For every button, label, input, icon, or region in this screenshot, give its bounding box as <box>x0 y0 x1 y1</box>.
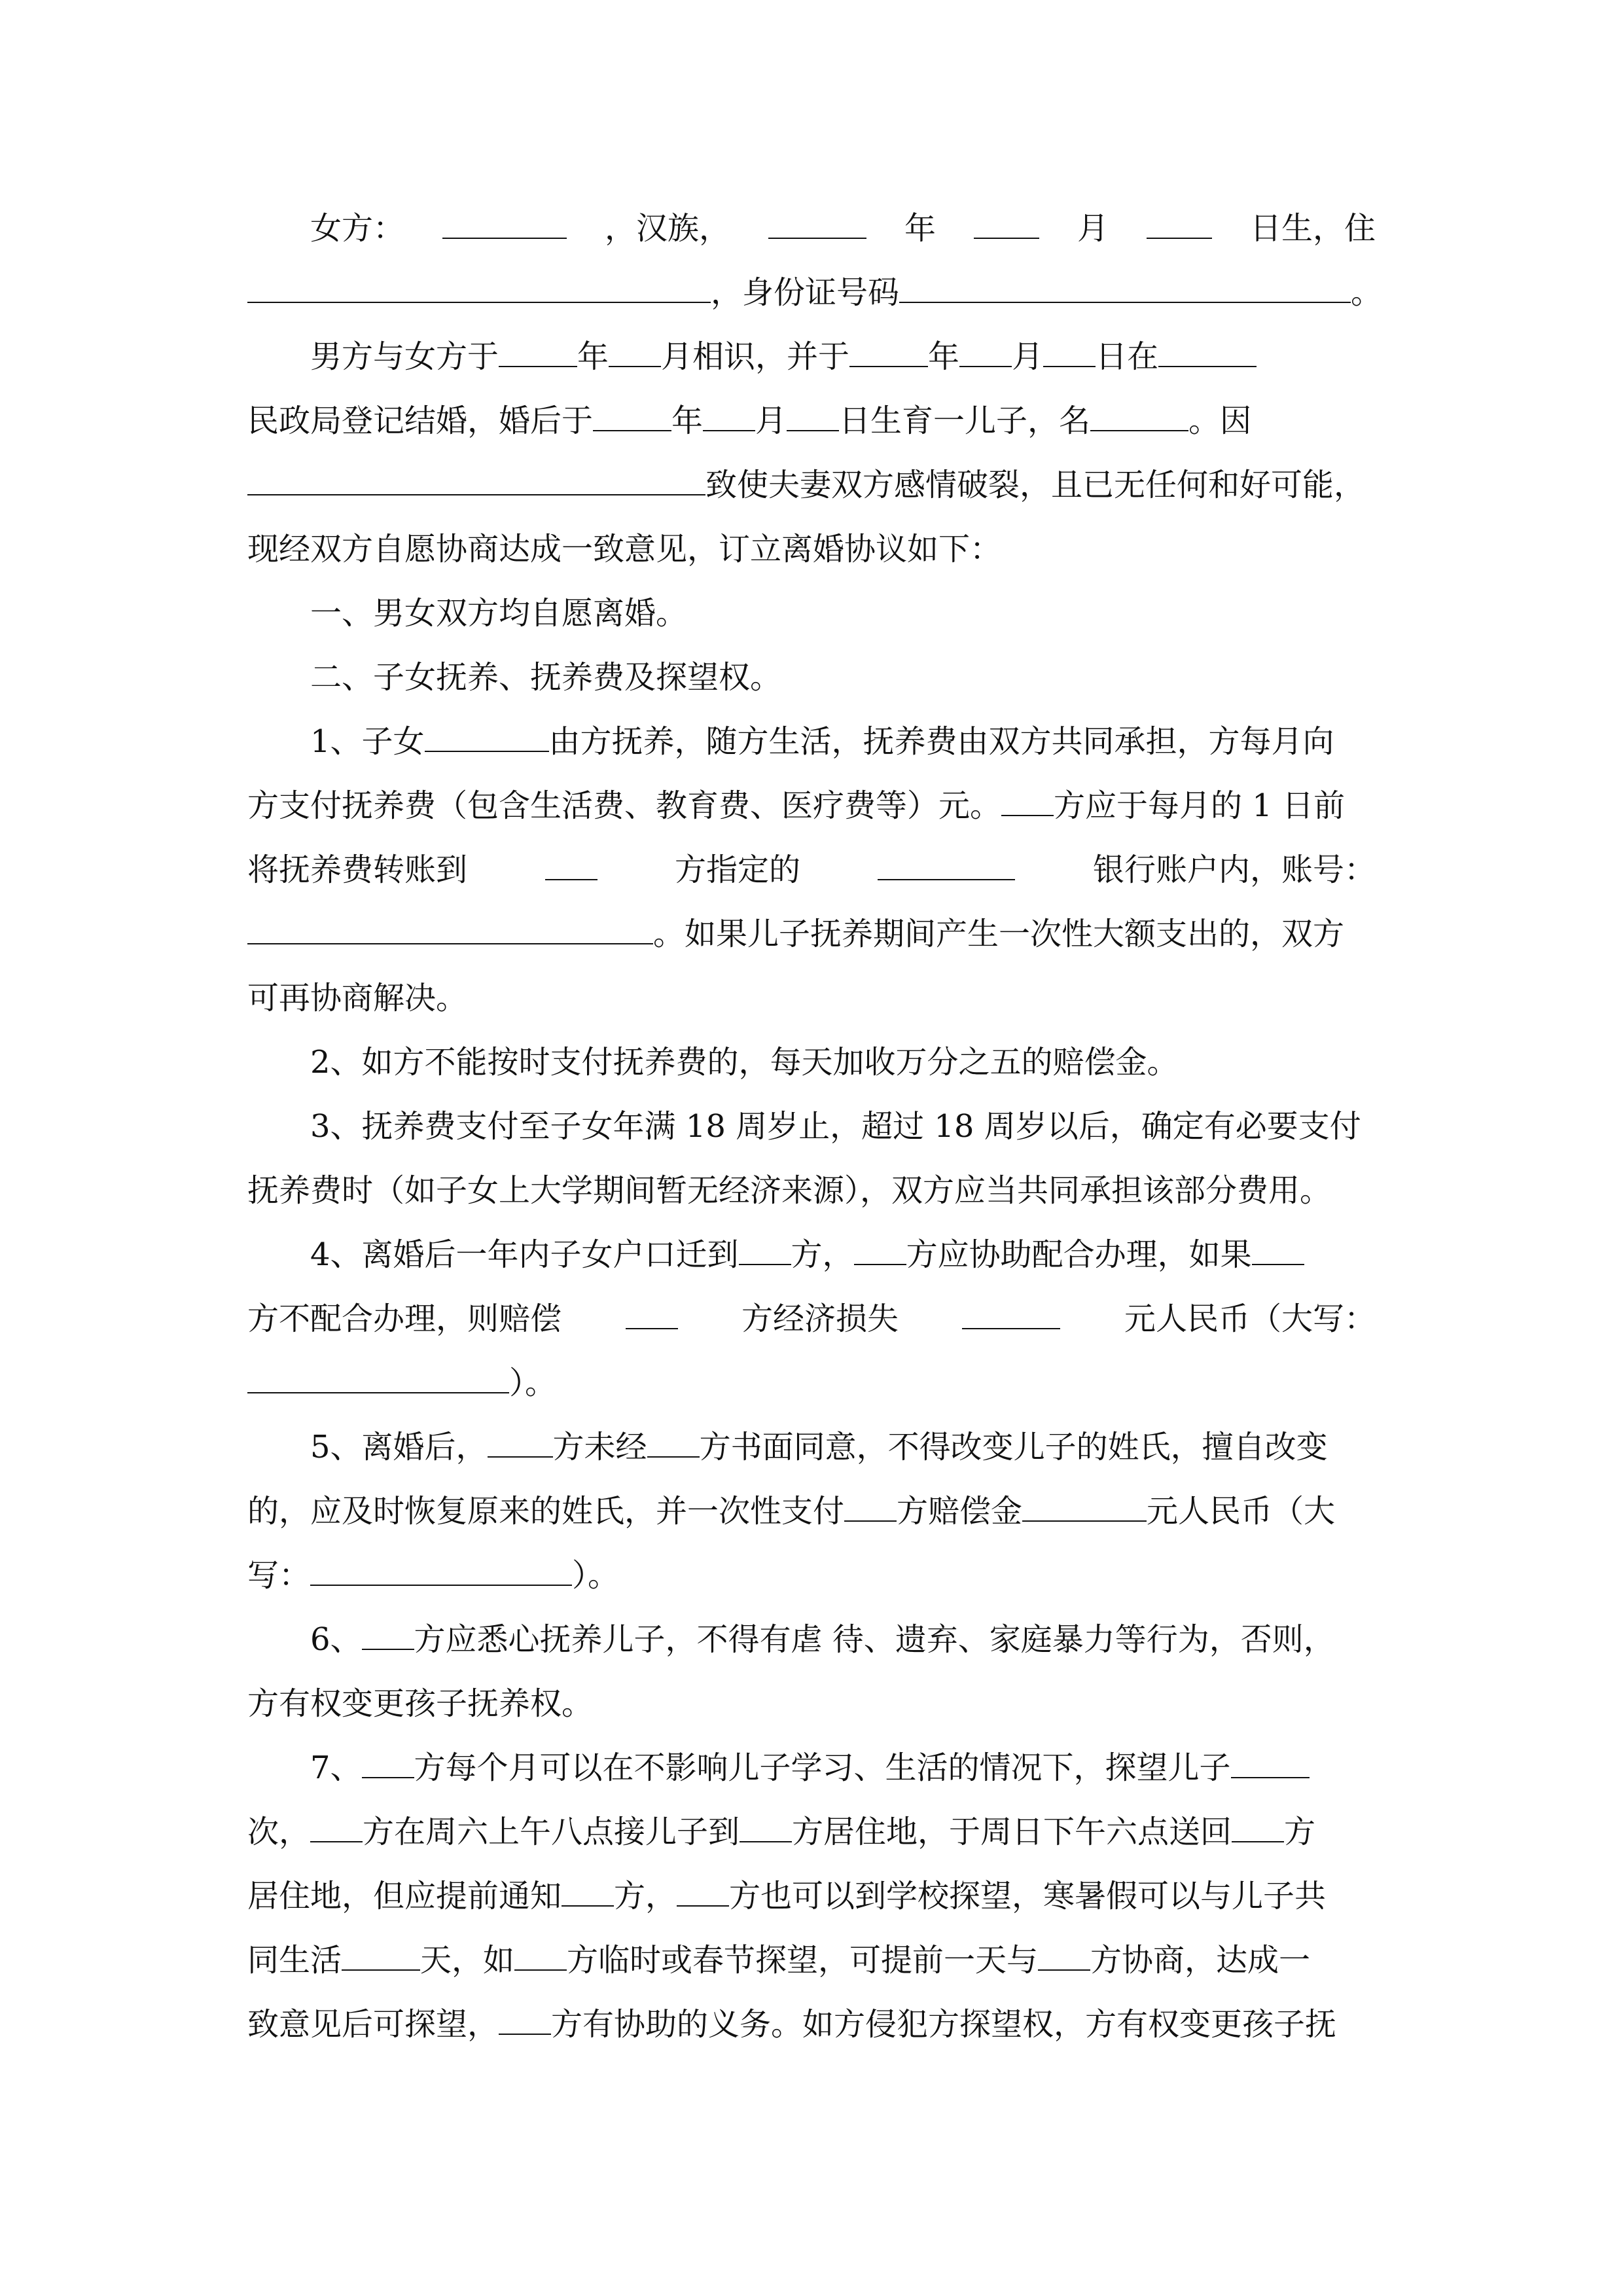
text: 由方抚养，随方生活，抚养费由双方共同承担，方每月向 <box>548 723 1334 760</box>
blank-field[interactable] <box>562 1874 614 1907</box>
line-1 <box>247 196 1376 260</box>
blank-field[interactable] <box>844 1489 897 1522</box>
agreement-body <box>247 196 1383 2056</box>
blank-field[interactable] <box>362 1746 414 1778</box>
line-24 <box>247 1672 1376 1736</box>
blank-field[interactable] <box>703 399 755 431</box>
text: 一、男女双方均自愿离婚。 <box>310 595 688 632</box>
text: 日生育一儿子，名 <box>839 403 1091 439</box>
blank-field[interactable] <box>609 334 661 367</box>
text: 月 <box>1012 338 1044 375</box>
line-14 <box>247 1030 1376 1094</box>
line-15 <box>247 1094 1376 1158</box>
text: ）。 <box>509 1365 557 1401</box>
line-23 <box>247 1607 1376 1672</box>
line-29 <box>247 1992 1376 2056</box>
text: 。 <box>1351 274 1383 311</box>
line-9 <box>247 709 1376 774</box>
line-11 <box>247 838 1376 902</box>
blank-field[interactable] <box>362 1617 414 1650</box>
text: 民政局登记结婚，婚后于 <box>247 403 594 439</box>
line-18 <box>247 1287 1376 1351</box>
line-17 <box>247 1223 1376 1287</box>
blank-field[interactable] <box>974 206 1039 239</box>
text: 元人民币（大写： <box>1124 1300 1376 1337</box>
blank-field[interactable] <box>545 848 597 880</box>
blank-field[interactable] <box>1231 1746 1310 1778</box>
blank-field[interactable] <box>499 2002 551 2035</box>
text: 二、子女抚养、抚养费及探望权。 <box>310 659 782 696</box>
blank-field[interactable] <box>1147 206 1212 239</box>
line-5 <box>247 453 1376 517</box>
text: 1、子女 <box>310 723 425 760</box>
line-2 <box>247 260 1383 325</box>
blank-field[interactable] <box>626 1297 678 1329</box>
blank-field[interactable] <box>247 1361 509 1393</box>
text: 月 <box>755 403 787 439</box>
line-13 <box>247 966 1376 1030</box>
blank-field[interactable] <box>1001 783 1054 816</box>
blank-field[interactable] <box>1158 334 1257 367</box>
blank-field[interactable] <box>310 1810 363 1842</box>
text: 方经济损失 <box>741 1300 899 1337</box>
text: 方不配合办理，则赔偿 <box>247 1300 562 1337</box>
line-4 <box>247 389 1376 453</box>
blank-field[interactable] <box>740 1810 792 1842</box>
text: 4、离婚后一年内子女户口迁到 <box>310 1236 739 1273</box>
blank-field[interactable] <box>1090 399 1188 431</box>
text: ）。 <box>572 1557 620 1594</box>
blank-field[interactable] <box>768 206 866 239</box>
text: 。因 <box>1188 403 1252 439</box>
text: 方每个月可以在不影响儿子学习、生活的情况下，探望儿子 <box>414 1749 1231 1786</box>
text: 同生活 <box>247 1942 342 1979</box>
text: 方居住地，于周日下午六点送回 <box>792 1814 1232 1850</box>
line-19 <box>247 1351 1376 1415</box>
text: 现经双方自愿协商达成一致意见，订立离婚协议如下： <box>247 531 1002 567</box>
line-7 <box>247 581 1376 645</box>
blank-field[interactable] <box>739 1232 791 1265</box>
text: 年 <box>577 338 609 375</box>
text: 的，应及时恢复原来的姓氏，并一次性支付 <box>247 1493 845 1530</box>
blank-field[interactable] <box>854 1232 906 1265</box>
text: 方应悉心抚养儿子，不得有虐 待、遗弃、家庭暴力等行为，否则， <box>414 1621 1335 1658</box>
text: 方在周六上午八点接儿子到 <box>363 1814 740 1850</box>
text: 可再协商解决。 <box>247 980 468 1016</box>
blank-field[interactable] <box>514 1938 567 1971</box>
blank-field[interactable] <box>247 463 705 495</box>
text: 抚养费时（如子女上大学期间暂无经济来源），双方应当共同承担该部分费用。 <box>247 1172 1332 1209</box>
blank-field[interactable] <box>878 848 1015 880</box>
line-6 <box>247 517 1376 581</box>
text: 年 <box>904 210 936 247</box>
text: 居住地，但应提前通知 <box>247 1878 562 1914</box>
blank-field[interactable] <box>1043 334 1096 367</box>
text: 方临时或春节探望，可提前一天与 <box>567 1942 1039 1979</box>
text: 月 <box>1077 210 1109 247</box>
text: 日在 <box>1096 338 1159 375</box>
blank-field[interactable] <box>310 1553 572 1586</box>
blank-field[interactable] <box>488 1425 553 1458</box>
text: 方应协助配合办理，如果 <box>906 1236 1252 1273</box>
line-20 <box>247 1415 1376 1479</box>
blank-field[interactable] <box>787 399 839 431</box>
blank-field[interactable] <box>425 719 549 752</box>
blank-field[interactable] <box>1232 1810 1284 1842</box>
blank-field[interactable] <box>849 334 928 367</box>
line-16 <box>247 1158 1376 1223</box>
blank-field[interactable] <box>677 1874 729 1907</box>
text: 致意见后可探望， <box>247 2006 499 2043</box>
blank-field[interactable] <box>899 270 1351 303</box>
blank-field[interactable] <box>1252 1232 1304 1265</box>
blank-field[interactable] <box>1022 1489 1147 1522</box>
text: 将抚养费转账到 <box>247 852 468 888</box>
text: 方也可以到学校探望，寒暑假可以与儿子共 <box>729 1878 1327 1914</box>
line-21 <box>247 1479 1376 1543</box>
text: 男方与女方于 <box>310 338 499 375</box>
text: 方未经 <box>552 1429 647 1465</box>
text: 日生，住 <box>1249 210 1376 247</box>
text: 天，如 <box>420 1942 515 1979</box>
blank-field[interactable] <box>442 206 567 239</box>
blank-field[interactable] <box>1038 1938 1090 1971</box>
line-27 <box>247 1864 1376 1928</box>
text: 银行账户内，账号： <box>1092 852 1376 888</box>
text: 方支付抚养费（包含生活费、教育费、医疗费等）元。 <box>247 787 1002 824</box>
blank-field[interactable] <box>499 334 577 367</box>
blank-field[interactable] <box>247 270 711 303</box>
text: 5、离婚后， <box>310 1429 488 1465</box>
line-12 <box>247 902 1376 966</box>
text: 方， <box>791 1236 854 1273</box>
blank-field[interactable] <box>247 912 653 944</box>
blank-field[interactable] <box>647 1425 700 1458</box>
text: 年 <box>928 338 960 375</box>
blank-field[interactable] <box>962 1297 1060 1329</box>
text: 写： <box>247 1557 311 1594</box>
text: 女方： <box>310 210 405 247</box>
text: ，身份证号码 <box>711 274 900 311</box>
text: ，汉族， <box>604 210 730 247</box>
text: 方 <box>1284 1814 1316 1850</box>
text: 方书面同意，不得改变儿子的姓氏，擅自改变 <box>699 1429 1328 1465</box>
text: 次， <box>247 1814 311 1850</box>
text: 方， <box>614 1878 677 1914</box>
text: 元人民币（大 <box>1147 1493 1336 1530</box>
line-22 <box>247 1543 1376 1607</box>
text: 方有权变更孩子抚养权。 <box>247 1685 594 1722</box>
text: 方协商，达成一 <box>1090 1942 1311 1979</box>
text: 3、抚养费支付至子女年满 18 周岁止，超过 18 周岁以后，确定有必要支付 <box>310 1108 1361 1145</box>
blank-field[interactable] <box>342 1938 420 1971</box>
text: 。如果儿子抚养期间产生一次性大额支出的，双方 <box>653 916 1345 952</box>
blank-field[interactable] <box>593 399 671 431</box>
text: 方应于每月的 1 日前 <box>1054 787 1346 824</box>
text: 2、如方不能按时支付抚养费的，每天加收万分之五的赔偿金。 <box>310 1044 1179 1081</box>
line-10 <box>247 774 1376 838</box>
line-8 <box>247 645 1376 709</box>
text: 年 <box>671 403 704 439</box>
text: 方有协助的义务。如方侵犯方探望权，方有权变更孩子抚 <box>551 2006 1337 2043</box>
text: 月相识，并于 <box>661 338 850 375</box>
line-25 <box>247 1736 1376 1800</box>
text: 方赔偿金 <box>897 1493 1023 1530</box>
line-26 <box>247 1800 1376 1864</box>
text: 方指定的 <box>674 852 800 888</box>
blank-field[interactable] <box>959 334 1012 367</box>
line-3 <box>247 325 1376 389</box>
text: 7、 <box>310 1749 362 1786</box>
line-28 <box>247 1928 1376 1992</box>
text: 6、 <box>310 1621 362 1658</box>
text: 致使夫妻双方感情破裂，且已无任何和好可能， <box>705 467 1366 503</box>
